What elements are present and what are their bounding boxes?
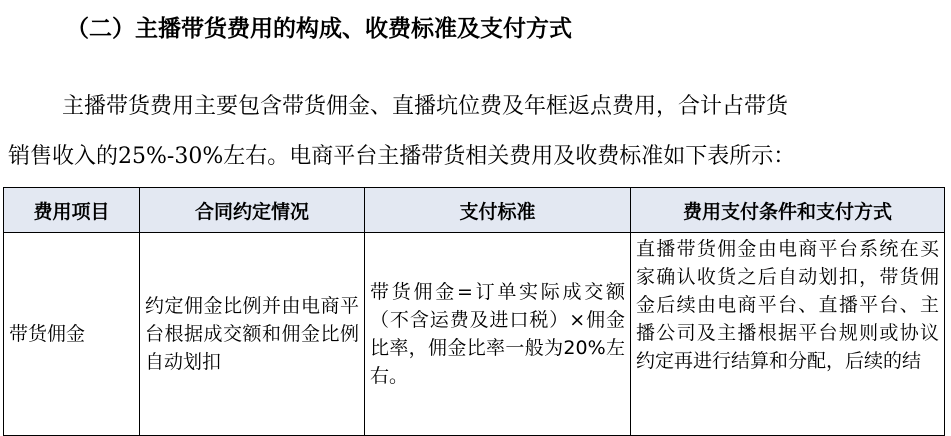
section-heading: （二）主播带货费用的构成、收费标准及支付方式 [66,16,572,42]
intro-paragraph-line-1: 主播带货费用主要包含带货佣金、直播坑位费及年框返点费用，合计占带货 [62,94,789,119]
column-header-payment-standard: 支付标准 [365,188,631,233]
intro-paragraph-line-2: 销售收入的25%-30%左右。电商平台主播带货相关费用及收费标准如下表所示： [8,144,796,169]
column-header-contract: 合同约定情况 [140,188,365,233]
cell-payment-conditions: 直播带货佣金由电商平台系统在买家确认收货之后自动划扣，带货佣金后续由电商平台、直播平台、主播公司及主播根据平台规则或协议约定再进行结算和分配，后续的结 [631,233,945,436]
intro-paragraph [8,82,943,182]
fee-table-header-row [4,188,945,233]
table-row [4,233,945,436]
cell-payment-standard: 带货佣金=订单实际成交额（不含运费及进口税）×佣金比率，佣金比率一般为20%左右。 [365,233,631,436]
column-header-fee-item: 费用项目 [4,188,140,233]
cell-fee-item: 带货佣金 [4,233,140,436]
cell-contract: 约定佣金比例并由电商平台根据成交额和佣金比例自动划扣 [140,233,365,436]
column-header-payment-conditions: 费用支付条件和支付方式 [631,188,945,233]
fee-table [3,187,945,436]
